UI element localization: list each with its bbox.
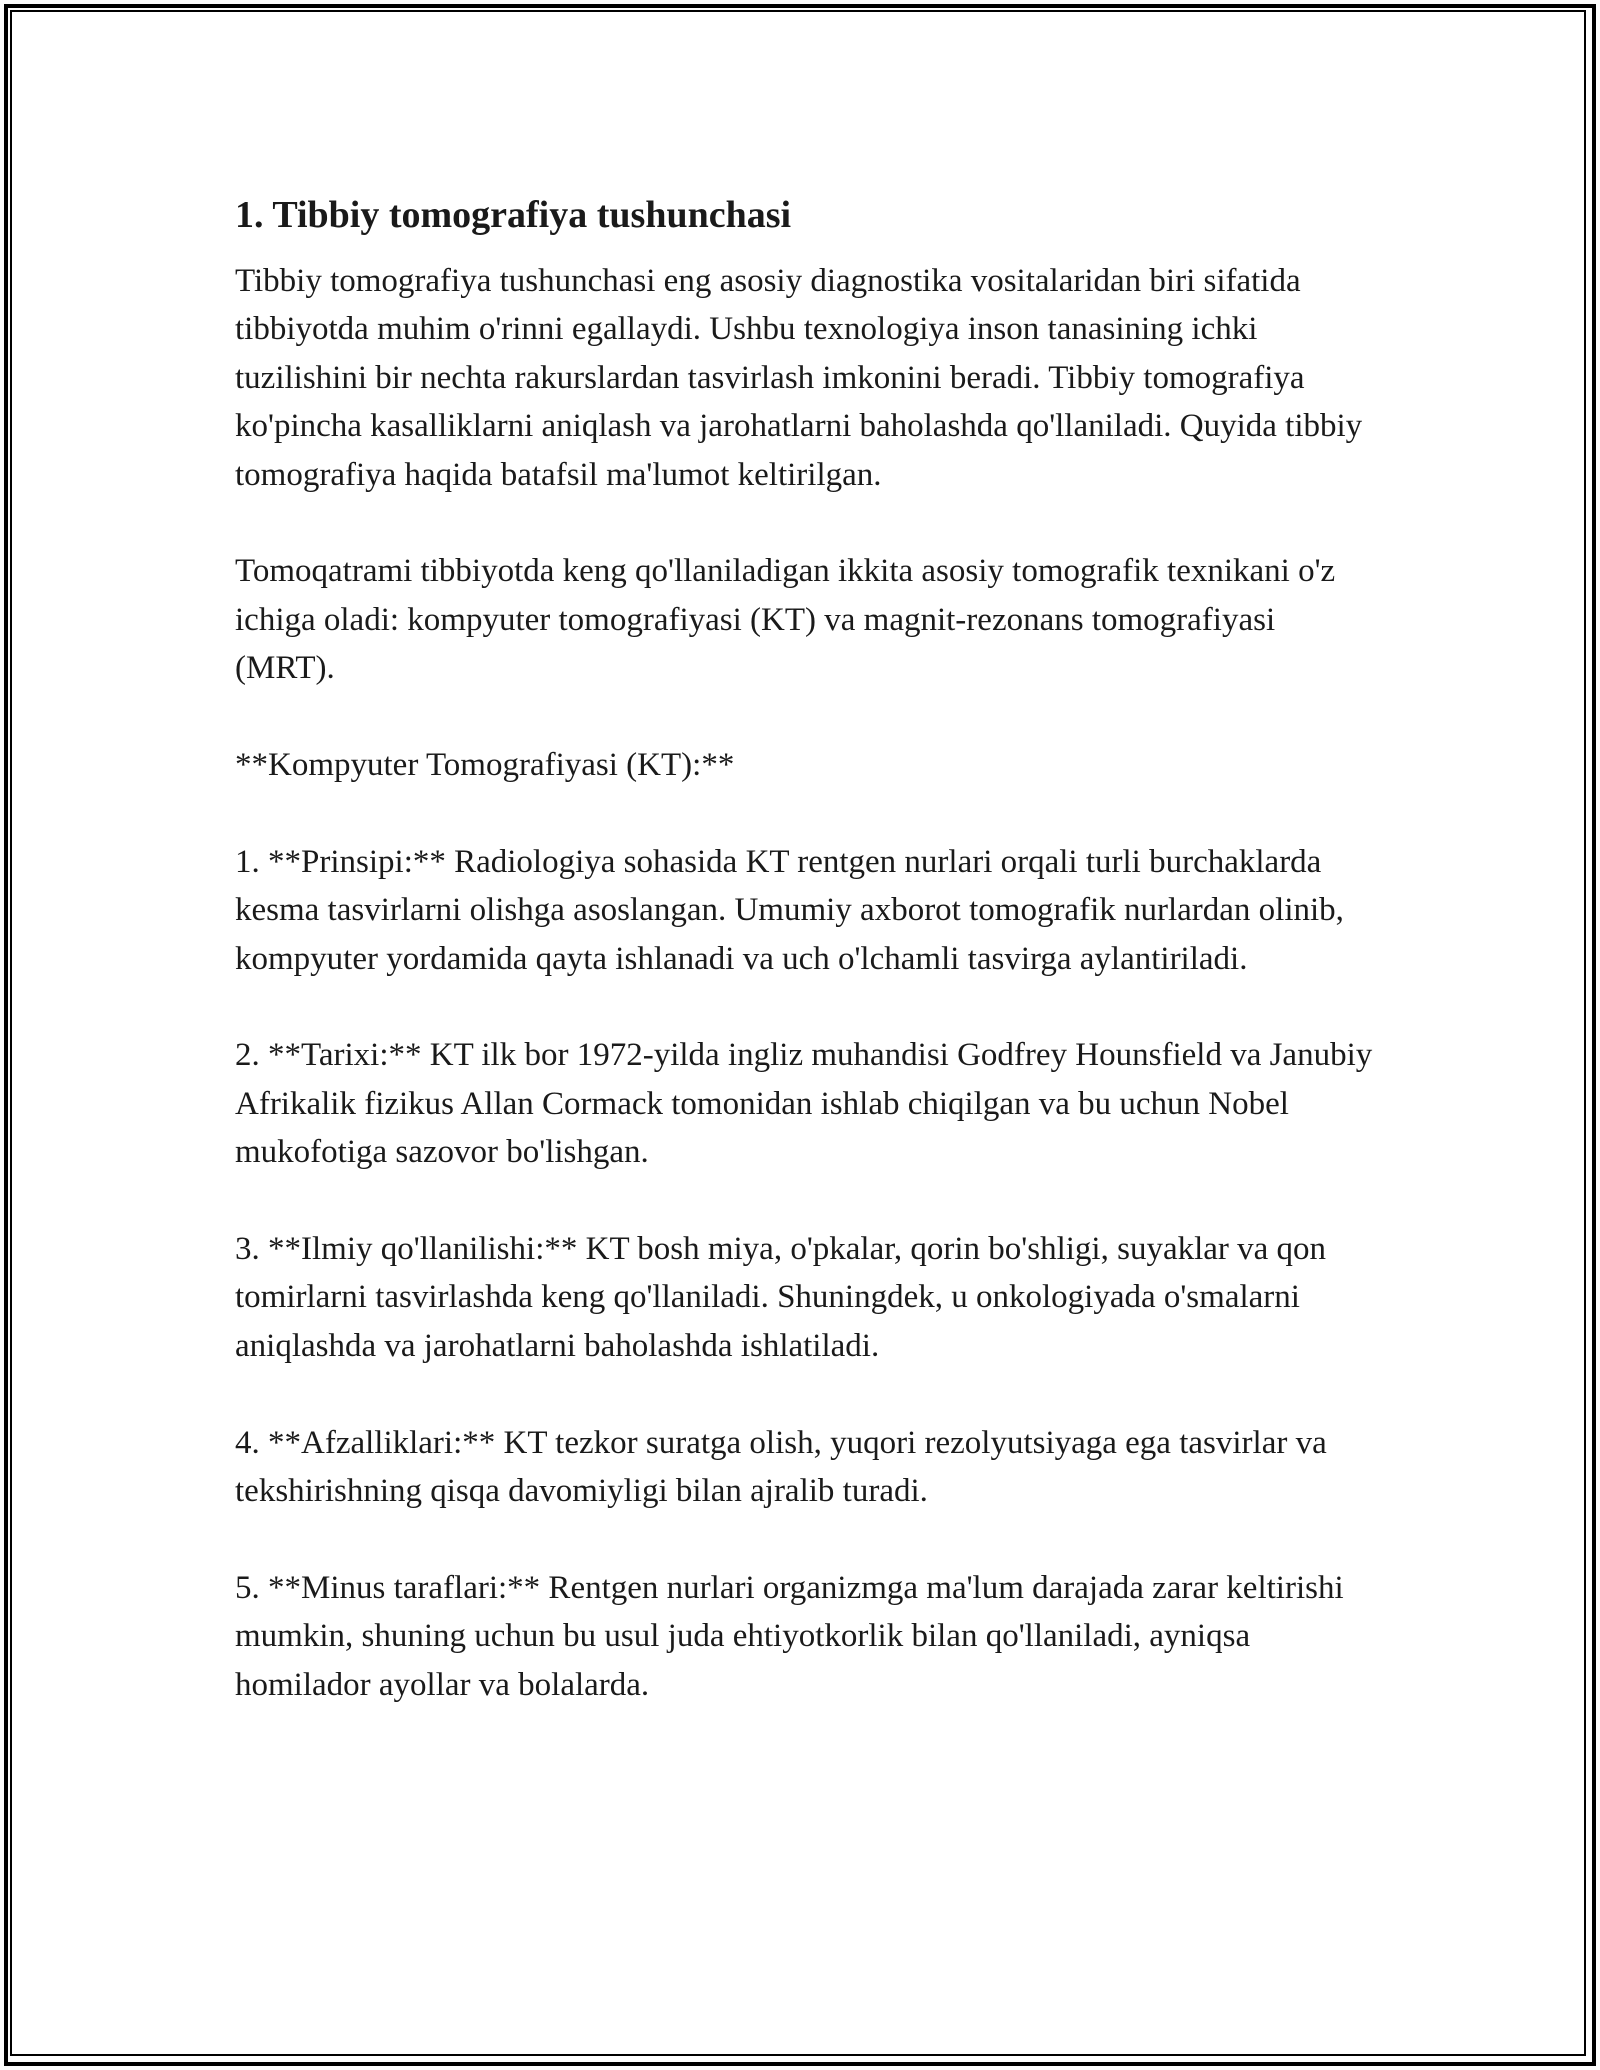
list-item-principle: 1. **Prinsipi:** Radiologiya sohasida KT rentgen nurlari orqali turli burchaklarda kesma tasvirlarni olishga asoslangan. Umumiy axborot tomografik nurlardan olinib, kompyuter yordamida qayta ishlanadi va uch o'lchamli tasvirga aylantiriladi. [235, 843, 1344, 977]
techniques-paragraph: Tomoqatrami tibbiyotda keng qo'llaniladigan ikkita asosiy tomografik texnikani o'z ichiga oladi: kompyuter tomografiyasi (KT) va magnit-rezonans tomografiyasi (MRT). [235, 553, 1336, 687]
document-body [235, 185, 1375, 1757]
list-item-advantages: 4. **Afzalliklari:** KT tezkor suratga olish, yuqori rezolyutsiyaga ega tasvirlar va tekshirishning qisqa davomiyligi bilan ajralib turadi. [235, 1424, 1327, 1510]
list-item-disadvantages: 5. **Minus taraflari:** Rentgen nurlari organizmga ma'lum darajada zarar keltirishi mumkin, shuning uchun bu usul juda ehtiyotkorlik bilan qo'llaniladi, ayniqsa homilador ayollar va bolalarda. [235, 1569, 1344, 1703]
list-item-applications: 3. **Ilmiy qo'llanilishi:** KT bosh miya, o'pkalar, qorin bo'shligi, suyaklar va qon tomirlarni tasvirlashda keng qo'llaniladi. Shuningdek, u onkologiyada o'smalarni aniqlashda va jarohatlarni baholashda ishlatiladi. [235, 1231, 1327, 1364]
section-heading: 1. Tibbiy tomografiya tushunchasi [235, 194, 792, 236]
intro-paragraph: Tibbiy tomografiya tushunchasi eng asosiy diagnostika vositalaridan biri sifatida tibbiyotda muhim o'rinni egallaydi. Ushbu texnologiya inson tanasining ichki tuzilishini bir nechta rakurslardan tasvirlash imkonini beradi. Tibbiy tomografiya ko'pincha kasalliklarni aniqlash va jarohatlarni baholashda qo'llaniladi. Quyida tibbiy tomografiya haqida batafsil ma'lumot keltirilgan. [235, 263, 1363, 493]
list-item-history: 2. **Tarixi:** KT ilk bor 1972-yilda ingliz muhandisi Godfrey Hounsfield va Janubiy Afrikalik fizikus Allan Cormack tomonidan ishlab chiqilgan va bu uchun Nobel mukofotiga sazovor bo'lishgan. [235, 1037, 1373, 1171]
kt-subheading: **Kompyuter Tomografiyasi (KT):** [235, 747, 735, 784]
